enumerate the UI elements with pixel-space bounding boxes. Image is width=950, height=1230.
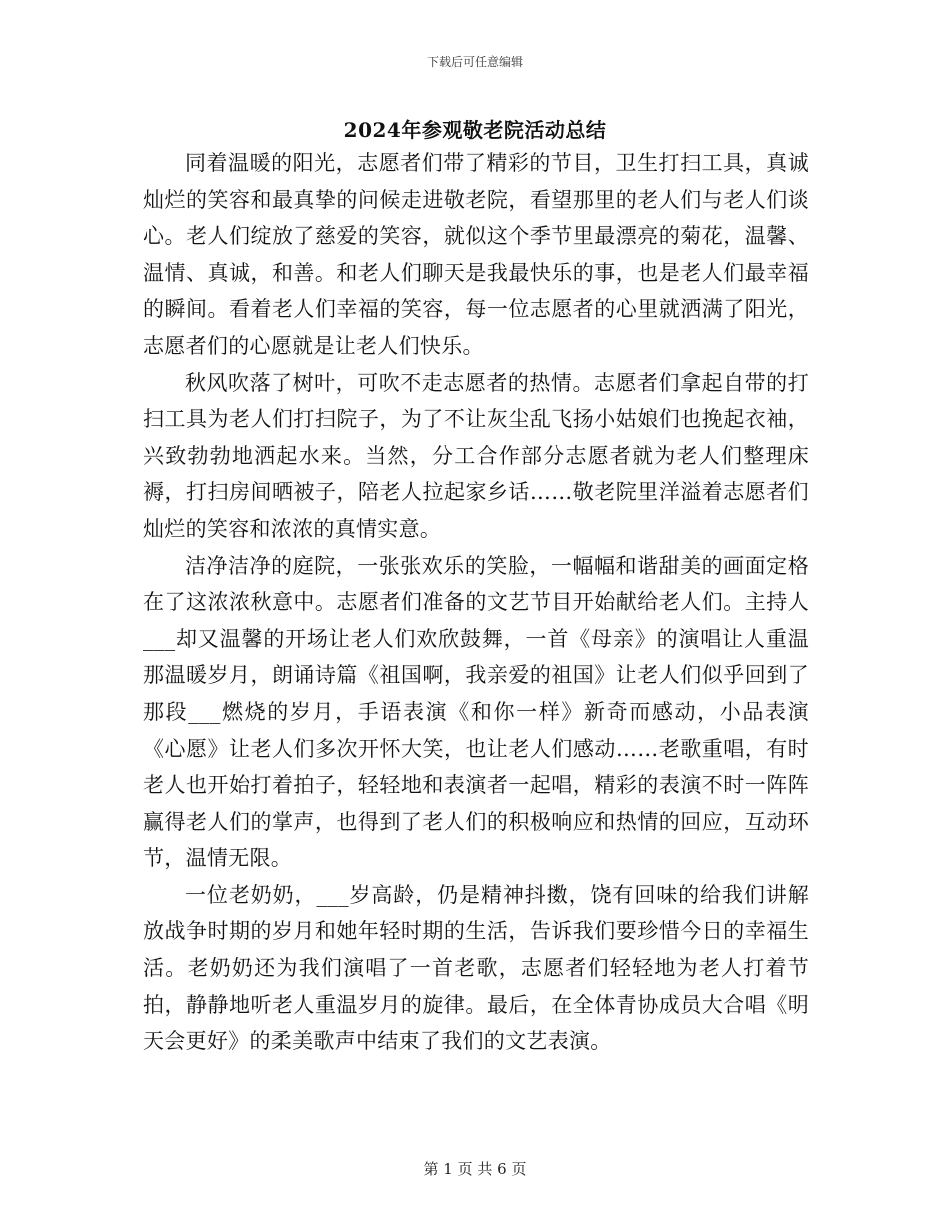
document-body	[143, 145, 809, 1060]
document-title: 2024年参观敬老院活动总结	[343, 118, 607, 142]
header-note: 下载后可任意编辑	[426, 55, 523, 69]
paragraph: 洁净洁净的庭院，一张张欢乐的笑脸，一幅幅和谐甜美的画面定格在了这浓浓秋意中。志愿者们准备的文艺节目开始献给老人们。主持人___却又温馨的开场让老人们欢欣鼓舞，一首《母亲》的演唱让人重温那温暖岁月，朗诵诗篇《祖国啊，我亲爱的祖国》让老人们似乎回到了那段___燃烧的岁月，手语表演《和你一样》新奇而感动，小品表演《心愿》让老人们多次开怀大笑，也让老人们感动……老歌重唱，有时老人也开始打着拍子，轻轻地和表演者一起唱，精彩的表演不时一阵阵赢得老人们的掌声，也得到了老人们的积极响应和热情的回应，互动环节，温情无限。	[143, 553, 809, 871]
paragraph: 同着温暖的阳光，志愿者们带了精彩的节目，卫生打扫工具，真诚灿烂的笑容和最真挚的问候走进敬老院，看望那里的老人们与老人们谈心。老人们绽放了慈爱的笑容，就似这个季节里最漂亮的菊花，温馨、温情、真诚，和善。和老人们聊天是我最快乐的事，也是老人们最幸福的瞬间。看着老人们幸福的笑容，每一位志愿者的心里就洒满了阳光，志愿者们的心愿就是让老人们快乐。	[143, 151, 809, 358]
paragraph: 秋风吹落了树叶，可吹不走志愿者的热情。志愿者们拿起自带的打扫工具为老人们打扫院子，为了不让灰尘乱飞扬小姑娘们也挽起衣袖，兴致勃勃地洒起水来。当然，分工合作部分志愿者就为老人们整理床褥，打扫房间晒被子，陪老人拉起家乡话……敬老院里洋溢着志愿者们灿烂的笑容和浓浓的真情实意。	[143, 370, 809, 541]
paragraph: 一位老奶奶，___岁高龄，仍是精神抖擞，饶有回味的给我们讲解放战争时期的岁月和她年轻时期的生活，告诉我们要珍惜今日的幸福生活。老奶奶还为我们演唱了一首老歌，志愿者们轻轻地为老人打着节拍，静静地听老人重温岁月的旋律。最后，在全体青协成员大合唱《明天会更好》的柔美歌声中结束了我们的文艺表演。	[143, 882, 809, 1054]
page-number: 第 1 页 共 6 页	[423, 1160, 527, 1178]
